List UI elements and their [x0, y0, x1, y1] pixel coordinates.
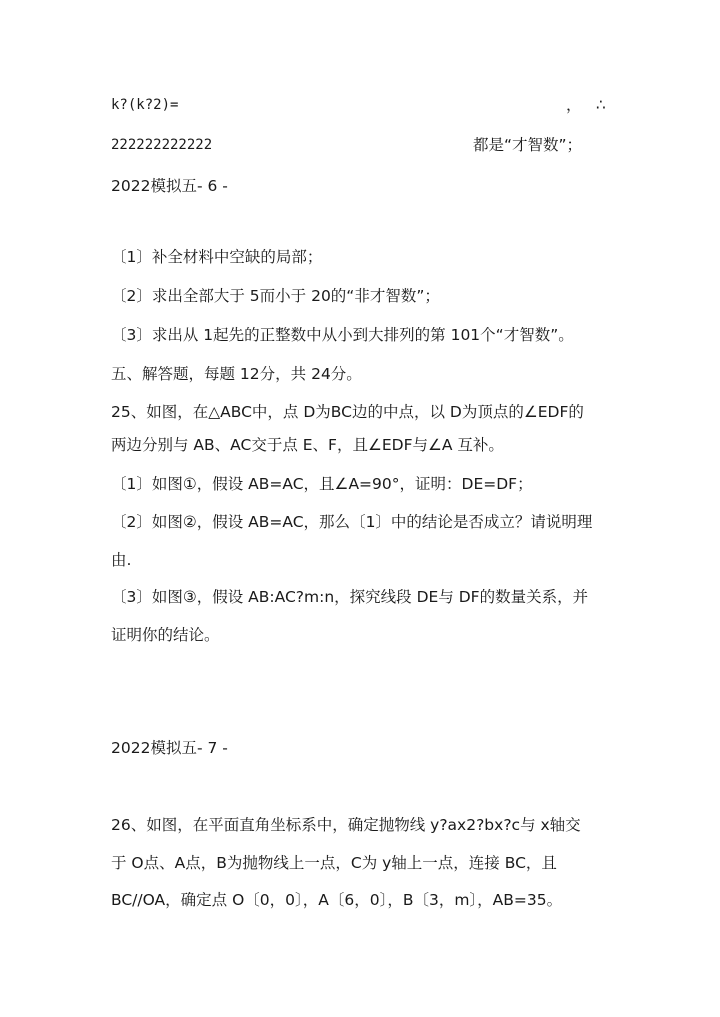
problem-25-part-2: 〔2〕如图②，假设 AB=AC，那么〔1〕中的结论是否成立？请说明理	[111, 513, 593, 531]
problem-25-part-1: 〔1〕如图①，假设 AB=AC，且∠A=90°，证明：DE=DF；	[111, 475, 533, 493]
formula-denominators: 222222222222	[111, 137, 213, 153]
question-1: 〔1〕补全材料中空缺的局部；	[111, 248, 323, 266]
problem-26-line-3: BC//OA，确定点 O〔0，0〕，A〔6，0〕，B〔3，m〕，AB=35。	[111, 891, 563, 909]
page-footer: 2022模拟五- 6 -	[111, 177, 228, 195]
problem-25-line-1: 25、如图，在△ABC中，点 D为BC边的中点，以 D为顶点的∠EDF的	[111, 403, 584, 421]
problem-25-part-3-cont: 证明你的结论。	[111, 626, 220, 644]
section-heading: 五、解答题，每题 12分，共 24分。	[111, 365, 362, 383]
comma-mark: ，	[566, 96, 582, 114]
question-3: 〔3〕求出从 1起先的正整数中从小到大排列的第 101个“才智数”。	[111, 326, 574, 344]
question-2: 〔2〕求出全部大于 5而小于 20的“非才智数”；	[111, 287, 440, 305]
formula-fragment: k?(k?2)=	[111, 97, 179, 113]
problem-25-line-2: 两边分别与 AB、AC交于点 E、F，且∠EDF与∠A 互补。	[111, 436, 504, 454]
problem-26-line-1: 26、如图，在平面直角坐标系中，确定抛物线 y?ax2?bx?c与 x轴交	[111, 816, 581, 834]
conclusion-text: 都是“才智数”；	[473, 136, 583, 154]
page-footer: 2022模拟五- 7 -	[111, 739, 228, 757]
therefore-symbol: ∴	[596, 96, 606, 114]
problem-25-part-2-cont: 由.	[111, 551, 132, 569]
problem-26-line-2: 于 O点、A点，B为抛物线上一点，C为 y轴上一点，连接 BC，且	[111, 854, 557, 872]
problem-25-part-3: 〔3〕如图③，假设 AB:AC?m:n，探究线段 DE与 DF的数量关系，并	[111, 588, 589, 606]
